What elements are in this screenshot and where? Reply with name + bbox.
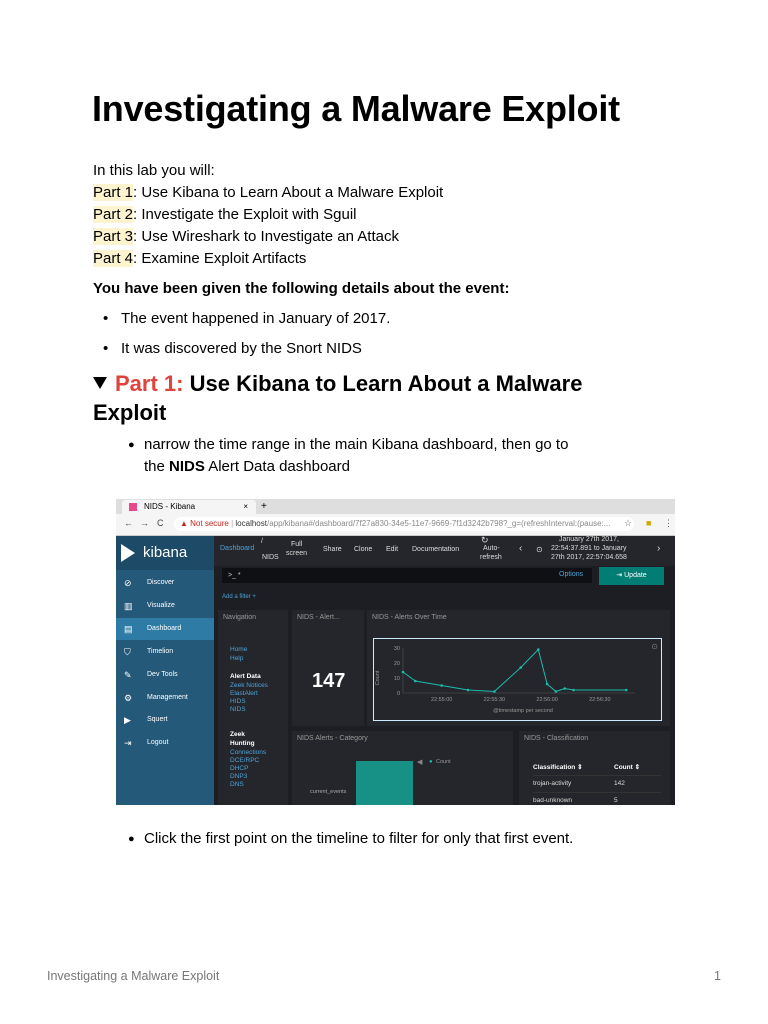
forward-icon[interactable]: → <box>140 518 149 528</box>
nav-link-dce-rpc[interactable]: DCE/RPC <box>230 757 260 764</box>
y-axis-label: Count <box>375 670 381 686</box>
bullet-icon: • <box>103 310 109 327</box>
section-title: Use Kibana to Learn About a Malware Exploit <box>93 371 583 425</box>
tab-close-icon[interactable]: × <box>243 502 248 511</box>
sidebar-item-management[interactable]: ⚙ Management <box>116 687 214 709</box>
legend-dot-icon: ● <box>429 759 433 765</box>
query-input[interactable]: >_ * <box>222 568 592 583</box>
share-button[interactable]: Share <box>323 546 342 553</box>
auto-refresh-button[interactable]: refresh <box>480 554 502 561</box>
table-header <box>533 763 661 775</box>
data-point[interactable] <box>440 684 443 687</box>
section-label: Part 1: <box>115 371 184 396</box>
data-point[interactable] <box>555 690 558 693</box>
classification-panel <box>519 731 670 805</box>
legend-label: Count <box>436 759 451 765</box>
sidebar-item-timelion[interactable]: ⛉ Timelion <box>116 641 214 663</box>
data-point[interactable] <box>467 689 470 692</box>
part-text: : Use Kibana to Learn About a Malware Exploit <box>133 184 444 201</box>
auto-refresh-button[interactable]: Auto- <box>483 545 500 552</box>
breadcrumb-nids: NIDS <box>262 554 279 561</box>
part-text: : Use Wireshark to Investigate an Attack <box>133 228 399 245</box>
nav-heading: Zeek <box>230 731 245 738</box>
documentation-button[interactable]: Documentation <box>412 546 460 553</box>
series-line <box>403 650 626 692</box>
sidebar-item-dev-tools[interactable]: ✎ Dev Tools <box>116 664 214 686</box>
time-range[interactable]: January 27th 2017, <box>559 536 619 543</box>
brand-label: kibana <box>143 544 188 561</box>
not-secure-label: Not secure <box>190 519 229 528</box>
nav-link-dns[interactable]: DNS <box>230 781 244 788</box>
breadcrumb-dashboard[interactable]: Dashboard <box>220 545 255 552</box>
alerts-over-time-panel <box>367 610 670 726</box>
part-line <box>93 182 443 204</box>
nav-link-nids[interactable]: NIDS <box>230 706 246 713</box>
play-icon: ▶ <box>124 715 131 725</box>
logout-icon: ⇥ <box>124 738 132 748</box>
x-tick-label: 22:56:30 <box>589 697 611 703</box>
clock-icon[interactable]: ⊙ <box>536 545 543 554</box>
nav-link-dhcp[interactable]: DHCP <box>230 765 249 772</box>
full-screen-label[interactable]: screen <box>286 550 308 557</box>
compass-icon: ⊘ <box>124 578 132 588</box>
star-icon[interactable]: ☆ <box>624 518 633 528</box>
gear-icon: ⚙ <box>124 693 133 703</box>
data-point[interactable] <box>625 689 628 692</box>
section-heading <box>93 369 653 427</box>
extension-icon[interactable]: ■ <box>646 518 652 528</box>
data-point[interactable] <box>519 666 522 669</box>
panel-title: NIDS - Alerts Over Time <box>372 614 447 621</box>
list-item: • It was discovered by the Snort NIDS <box>121 338 362 360</box>
part-label: Part 2 <box>93 206 134 223</box>
bullet-icon: • <box>103 340 109 357</box>
wrench-icon: ✎ <box>124 670 132 680</box>
sidebar-item-logout[interactable]: ⇥ Logout <box>116 732 214 754</box>
data-point[interactable] <box>572 689 575 692</box>
data-point[interactable] <box>537 648 540 651</box>
edit-button[interactable]: Edit <box>386 546 399 553</box>
kibana-screenshot <box>116 499 675 805</box>
list-item: ● narrow the time range in the main Kibana dashboard, then go to the NIDS Alert Data dashboard <box>128 436 569 475</box>
nav-heading: Hunting <box>230 740 255 747</box>
legend-toggle-icon[interactable]: ◀ <box>417 759 423 766</box>
tab-title: NIDS - Kibana <box>144 502 196 511</box>
page-number: 1 <box>714 969 721 983</box>
not-secure-icon: ▲ <box>180 519 188 528</box>
x-tick-label: 22:55:00 <box>430 697 453 703</box>
sidebar-item-dashboard[interactable]: ▤ Dashboard <box>116 618 214 640</box>
panel-title: NIDS - Alert... <box>297 614 340 621</box>
chart-options-icon[interactable]: ⊙ <box>651 642 658 651</box>
sidebar-item-discover[interactable]: ⊘ Discover <box>116 572 214 594</box>
kibana-favicon-icon <box>129 503 137 511</box>
part-text: : Investigate the Exploit with Sguil <box>133 206 357 223</box>
update-button[interactable]: ⇥ Update <box>599 567 664 585</box>
reload-icon[interactable]: C <box>157 518 164 528</box>
part-label: Part 3 <box>93 228 134 245</box>
alert-count-value: 147 <box>312 670 346 692</box>
nav-link-home[interactable]: Home <box>230 646 248 653</box>
nav-link-zeek-notices[interactable]: Zeek Notices <box>230 682 268 689</box>
category-panel <box>292 731 513 805</box>
options-button[interactable]: Options <box>559 571 584 578</box>
nav-link-hids[interactable]: HIDS <box>230 698 246 705</box>
nav-link-help[interactable]: Help <box>230 655 244 662</box>
part-label: Part 4 <box>93 250 134 267</box>
list-item: • The event happened in January of 2017. <box>121 308 390 330</box>
url-host: localhost <box>235 519 267 528</box>
new-tab-icon[interactable]: + <box>261 501 267 512</box>
update-icon: ⇥ <box>616 572 623 579</box>
table-row[interactable]: bad-unknown 5 <box>533 792 661 805</box>
add-filter-button[interactable]: Add a filter + <box>222 594 256 600</box>
alerts-over-time-chart[interactable] <box>373 638 663 722</box>
alert-count-panel <box>292 610 364 726</box>
kibana-sidebar <box>116 536 214 805</box>
url-path: /app/kibana#/dashboard/7f27a830-34e5-11e7-9669-7f1d3242b798?_g=(refreshInterval:(pause:... <box>266 519 611 528</box>
intro-text: In this lab you will: <box>93 162 215 179</box>
part-label: Part 1 <box>93 184 134 201</box>
url-field[interactable]: ▲ Not secure | localhost/app/kibana#/dashboard/7f27a830-34e5-11e7-9669-7f1d3242b798?_g=(refreshInterval:(pause:... <box>174 517 634 531</box>
navigation-panel <box>218 610 288 805</box>
browser-tab[interactable] <box>122 500 256 514</box>
column-header[interactable]: Classification ⇕ <box>533 764 583 771</box>
back-icon[interactable]: ← <box>124 518 133 528</box>
kibana-logo-icon <box>121 544 135 562</box>
collapse-triangle-icon[interactable] <box>93 377 107 389</box>
part-line <box>93 204 357 226</box>
y-tick-label: 0 <box>396 691 400 697</box>
breadcrumb-separator: / <box>261 538 263 545</box>
kibana-logo[interactable] <box>116 536 214 570</box>
refresh-icon[interactable]: ↻ <box>481 535 489 545</box>
column-header[interactable]: Count ⇕ <box>614 764 641 771</box>
address-bar <box>116 514 675 536</box>
page-title: Investigating a Malware Exploit <box>92 88 620 129</box>
category-axis-label: current_events <box>310 789 347 795</box>
y-tick-label: 20 <box>393 661 400 667</box>
data-point[interactable] <box>414 680 417 683</box>
nav-heading: Alert Data <box>230 673 261 680</box>
data-point[interactable] <box>402 671 405 674</box>
dashboard-icon: ▤ <box>124 624 133 634</box>
table-row[interactable]: trojan-activity 142 <box>533 775 661 792</box>
nav-link-elastalert[interactable]: ElastAlert <box>230 690 258 697</box>
part-line <box>93 248 306 270</box>
data-point[interactable] <box>493 690 496 693</box>
x-tick-label: 22:55:30 <box>483 697 506 703</box>
time-range[interactable]: 22:54:37.891 to January <box>551 545 627 552</box>
bullet-icon: ● <box>128 439 135 451</box>
bullet-icon: ● <box>128 833 135 845</box>
sidebar-item-visualize[interactable]: ▥ Visualize <box>116 595 214 617</box>
part-text: : Examine Exploit Artifacts <box>133 250 307 267</box>
details-heading: You have been given the following details about the event: <box>93 280 510 297</box>
list-item: ● Click the first point on the timeline to filter for only that first event. <box>144 828 573 850</box>
classification-table <box>533 763 661 805</box>
full-screen-label[interactable]: Full <box>291 541 303 548</box>
browser-tab-bar <box>116 499 675 514</box>
y-tick-label: 10 <box>393 676 400 682</box>
shield-icon: ⛉ <box>124 647 131 657</box>
menu-dots-icon[interactable]: ⋮ <box>664 518 673 528</box>
nav-link-dnp3[interactable]: DNP3 <box>230 773 248 780</box>
chevron-left-icon[interactable]: ‹ <box>519 543 523 554</box>
chart-icon: ▥ <box>124 601 133 611</box>
sidebar-item-squert[interactable]: ▶ Squert <box>116 709 214 731</box>
data-point[interactable] <box>546 683 549 686</box>
time-range[interactable]: 27th 2017, 22:57:04.658 <box>551 554 627 561</box>
nav-link-connections[interactable]: Connections <box>230 749 267 756</box>
chevron-right-icon[interactable]: › <box>657 543 661 554</box>
data-point[interactable] <box>563 687 566 690</box>
x-tick-label: 22:56:00 <box>536 697 558 703</box>
kibana-top-nav <box>214 536 675 566</box>
panel-title: Navigation <box>223 614 257 621</box>
panel-title: NIDS Alerts - Category <box>297 735 368 742</box>
footer-title: Investigating a Malware Exploit <box>47 969 220 983</box>
panel-title: NIDS - Classification <box>524 735 589 742</box>
kibana-main <box>214 536 675 805</box>
clone-button[interactable]: Clone <box>354 546 373 553</box>
y-tick-label: 30 <box>393 646 400 652</box>
x-axis-label: @timestamp per second <box>493 708 553 714</box>
part-line <box>93 226 399 248</box>
category-bar[interactable] <box>356 761 413 805</box>
